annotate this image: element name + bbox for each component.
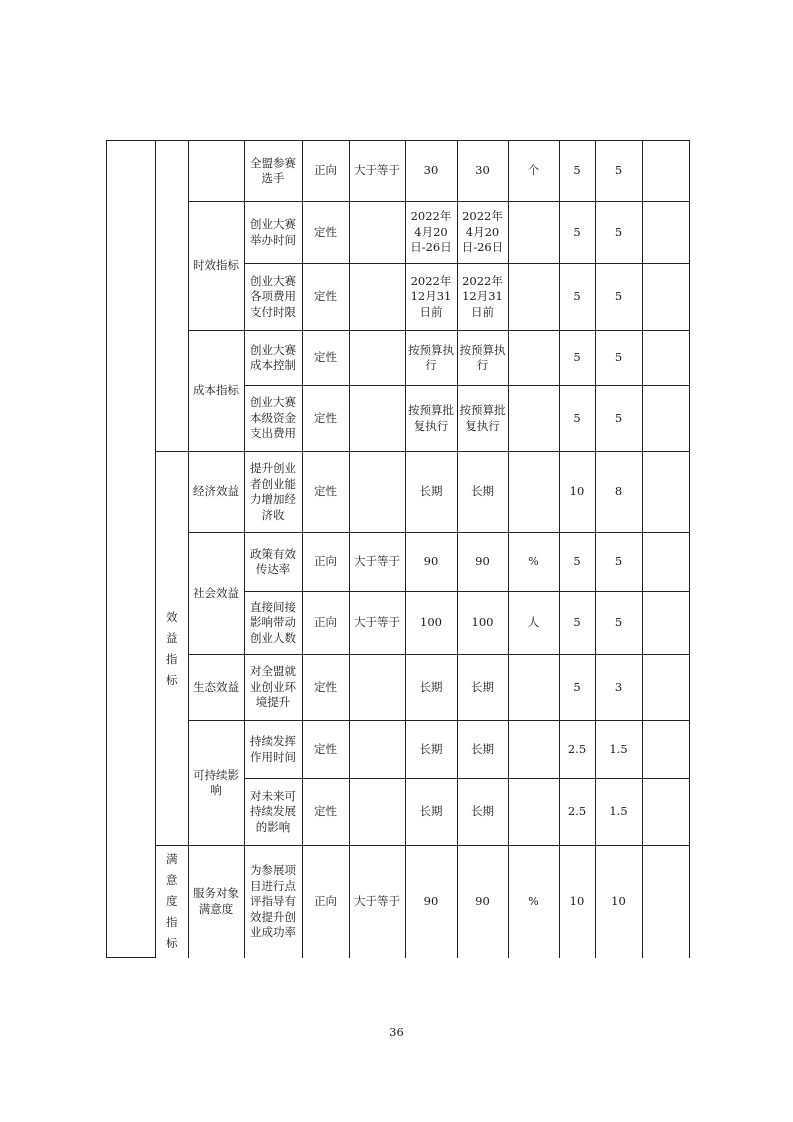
indicator-name-cell: 创业大赛成本控制 xyxy=(244,331,302,386)
operator-cell xyxy=(349,655,405,721)
level3-indicator-cell xyxy=(188,141,244,202)
score-cell: 5 xyxy=(595,264,642,331)
weight-cell: 10 xyxy=(559,846,595,958)
level2-indicator-cell: 满意度指标 xyxy=(156,846,189,958)
remark-cell xyxy=(642,779,689,846)
indicator-name-cell: 全盟参赛选手 xyxy=(244,141,302,202)
score-cell: 10 xyxy=(595,846,642,958)
operator-cell xyxy=(349,331,405,386)
score-cell: 5 xyxy=(595,592,642,655)
table-row xyxy=(107,846,690,958)
operator-cell xyxy=(349,452,405,533)
unit-cell xyxy=(508,202,559,264)
level1-indicator-cell xyxy=(107,141,156,958)
remark-cell xyxy=(642,331,689,386)
direction-cell: 定性 xyxy=(302,655,349,721)
score-cell: 5 xyxy=(595,141,642,202)
weight-cell: 5 xyxy=(559,331,595,386)
direction-cell: 正向 xyxy=(302,141,349,202)
indicator-name-cell: 创业大赛举办时间 xyxy=(244,202,302,264)
unit-cell xyxy=(508,655,559,721)
indicator-name-cell: 持续发挥作用时间 xyxy=(244,721,302,779)
page-number: 36 xyxy=(389,1025,404,1039)
operator-cell: 大于等于 xyxy=(349,592,405,655)
remark-cell xyxy=(642,533,689,592)
target-value-cell: 90 xyxy=(405,846,457,958)
weight-cell: 5 xyxy=(559,202,595,264)
direction-cell: 定性 xyxy=(302,202,349,264)
table-row xyxy=(107,655,690,721)
table-row xyxy=(107,331,690,386)
score-cell: 5 xyxy=(595,202,642,264)
direction-cell: 定性 xyxy=(302,331,349,386)
level2-indicator-cell xyxy=(156,141,189,452)
weight-cell: 5 xyxy=(559,655,595,721)
score-cell: 1.5 xyxy=(595,779,642,846)
operator-cell: 大于等于 xyxy=(349,533,405,592)
weight-cell: 2.5 xyxy=(559,721,595,779)
target-value-cell: 长期 xyxy=(405,452,457,533)
unit-cell xyxy=(508,264,559,331)
table-row xyxy=(107,721,690,779)
operator-cell: 大于等于 xyxy=(349,846,405,958)
target-value-cell: 按预算执行 xyxy=(405,331,457,386)
target-value-cell: 长期 xyxy=(405,721,457,779)
performance-indicator-table xyxy=(106,140,690,958)
actual-value-cell: 90 xyxy=(457,846,508,958)
weight-cell: 5 xyxy=(559,386,595,452)
direction-cell: 定性 xyxy=(302,452,349,533)
operator-cell xyxy=(349,721,405,779)
indicator-name-cell: 为参展项目进行点评指导有效提升创业成功率 xyxy=(244,846,302,958)
target-value-cell: 按预算批复执行 xyxy=(405,386,457,452)
score-cell: 3 xyxy=(595,655,642,721)
weight-cell: 5 xyxy=(559,141,595,202)
score-cell: 5 xyxy=(595,533,642,592)
actual-value-cell: 100 xyxy=(457,592,508,655)
weight-cell: 5 xyxy=(559,592,595,655)
level3-indicator-cell: 可持续影响 xyxy=(188,721,244,846)
remark-cell xyxy=(642,655,689,721)
direction-cell: 正向 xyxy=(302,533,349,592)
actual-value-cell: 长期 xyxy=(457,779,508,846)
remark-cell xyxy=(642,386,689,452)
operator-cell xyxy=(349,779,405,846)
unit-cell: % xyxy=(508,846,559,958)
remark-cell xyxy=(642,721,689,779)
table-row xyxy=(107,452,690,533)
level3-indicator-cell: 成本指标 xyxy=(188,331,244,452)
actual-value-cell: 长期 xyxy=(457,452,508,533)
target-value-cell: 长期 xyxy=(405,779,457,846)
operator-cell xyxy=(349,202,405,264)
weight-cell: 5 xyxy=(559,264,595,331)
operator-cell: 大于等于 xyxy=(349,141,405,202)
level3-indicator-cell: 经济效益 xyxy=(188,452,244,533)
actual-value-cell: 长期 xyxy=(457,721,508,779)
score-cell: 5 xyxy=(595,331,642,386)
unit-cell xyxy=(508,452,559,533)
level3-indicator-cell: 生态效益 xyxy=(188,655,244,721)
actual-value-cell: 按预算批复执行 xyxy=(457,386,508,452)
indicator-name-cell: 创业大赛本级资金支出费用 xyxy=(244,386,302,452)
level3-indicator-cell: 时效指标 xyxy=(188,202,244,331)
table-row xyxy=(107,202,690,264)
direction-cell: 正向 xyxy=(302,846,349,958)
actual-value-cell: 30 xyxy=(457,141,508,202)
actual-value-cell: 2022年4月20日-26日 xyxy=(457,202,508,264)
target-value-cell: 长期 xyxy=(405,655,457,721)
direction-cell: 定性 xyxy=(302,386,349,452)
weight-cell: 2.5 xyxy=(559,779,595,846)
level3-indicator-cell: 社会效益 xyxy=(188,533,244,655)
indicator-name-cell: 提升创业者创业能力增加经济收 xyxy=(244,452,302,533)
remark-cell xyxy=(642,264,689,331)
remark-cell xyxy=(642,452,689,533)
table-row xyxy=(107,141,690,202)
operator-cell xyxy=(349,264,405,331)
remark-cell xyxy=(642,202,689,264)
actual-value-cell: 2022年12月31日前 xyxy=(457,264,508,331)
unit-cell: 个 xyxy=(508,141,559,202)
unit-cell xyxy=(508,721,559,779)
weight-cell: 10 xyxy=(559,452,595,533)
direction-cell: 正向 xyxy=(302,592,349,655)
actual-value-cell: 按预算执行 xyxy=(457,331,508,386)
target-value-cell: 2022年4月20日-26日 xyxy=(405,202,457,264)
target-value-cell: 30 xyxy=(405,141,457,202)
unit-cell: % xyxy=(508,533,559,592)
target-value-cell: 2022年12月31日前 xyxy=(405,264,457,331)
score-cell: 8 xyxy=(595,452,642,533)
direction-cell: 定性 xyxy=(302,779,349,846)
table-row xyxy=(107,533,690,592)
unit-cell xyxy=(508,331,559,386)
indicator-name-cell: 直接间接影响带动创业人数 xyxy=(244,592,302,655)
weight-cell: 5 xyxy=(559,533,595,592)
level3-indicator-cell: 服务对象满意度 xyxy=(188,846,244,958)
actual-value-cell: 90 xyxy=(457,533,508,592)
unit-cell xyxy=(508,386,559,452)
indicator-name-cell: 对未来可持续发展的影响 xyxy=(244,779,302,846)
target-value-cell: 100 xyxy=(405,592,457,655)
level2-indicator-cell: 效益指标 xyxy=(156,452,189,846)
indicator-name-cell: 政策有效传达率 xyxy=(244,533,302,592)
operator-cell xyxy=(349,386,405,452)
remark-cell xyxy=(642,141,689,202)
unit-cell: 人 xyxy=(508,592,559,655)
remark-cell xyxy=(642,592,689,655)
score-cell: 1.5 xyxy=(595,721,642,779)
direction-cell: 定性 xyxy=(302,721,349,779)
target-value-cell: 90 xyxy=(405,533,457,592)
indicator-name-cell: 对全盟就业创业环境提升 xyxy=(244,655,302,721)
direction-cell: 定性 xyxy=(302,264,349,331)
indicator-name-cell: 创业大赛各项费用支付时限 xyxy=(244,264,302,331)
unit-cell xyxy=(508,779,559,846)
actual-value-cell: 长期 xyxy=(457,655,508,721)
remark-cell xyxy=(642,846,689,958)
score-cell: 5 xyxy=(595,386,642,452)
